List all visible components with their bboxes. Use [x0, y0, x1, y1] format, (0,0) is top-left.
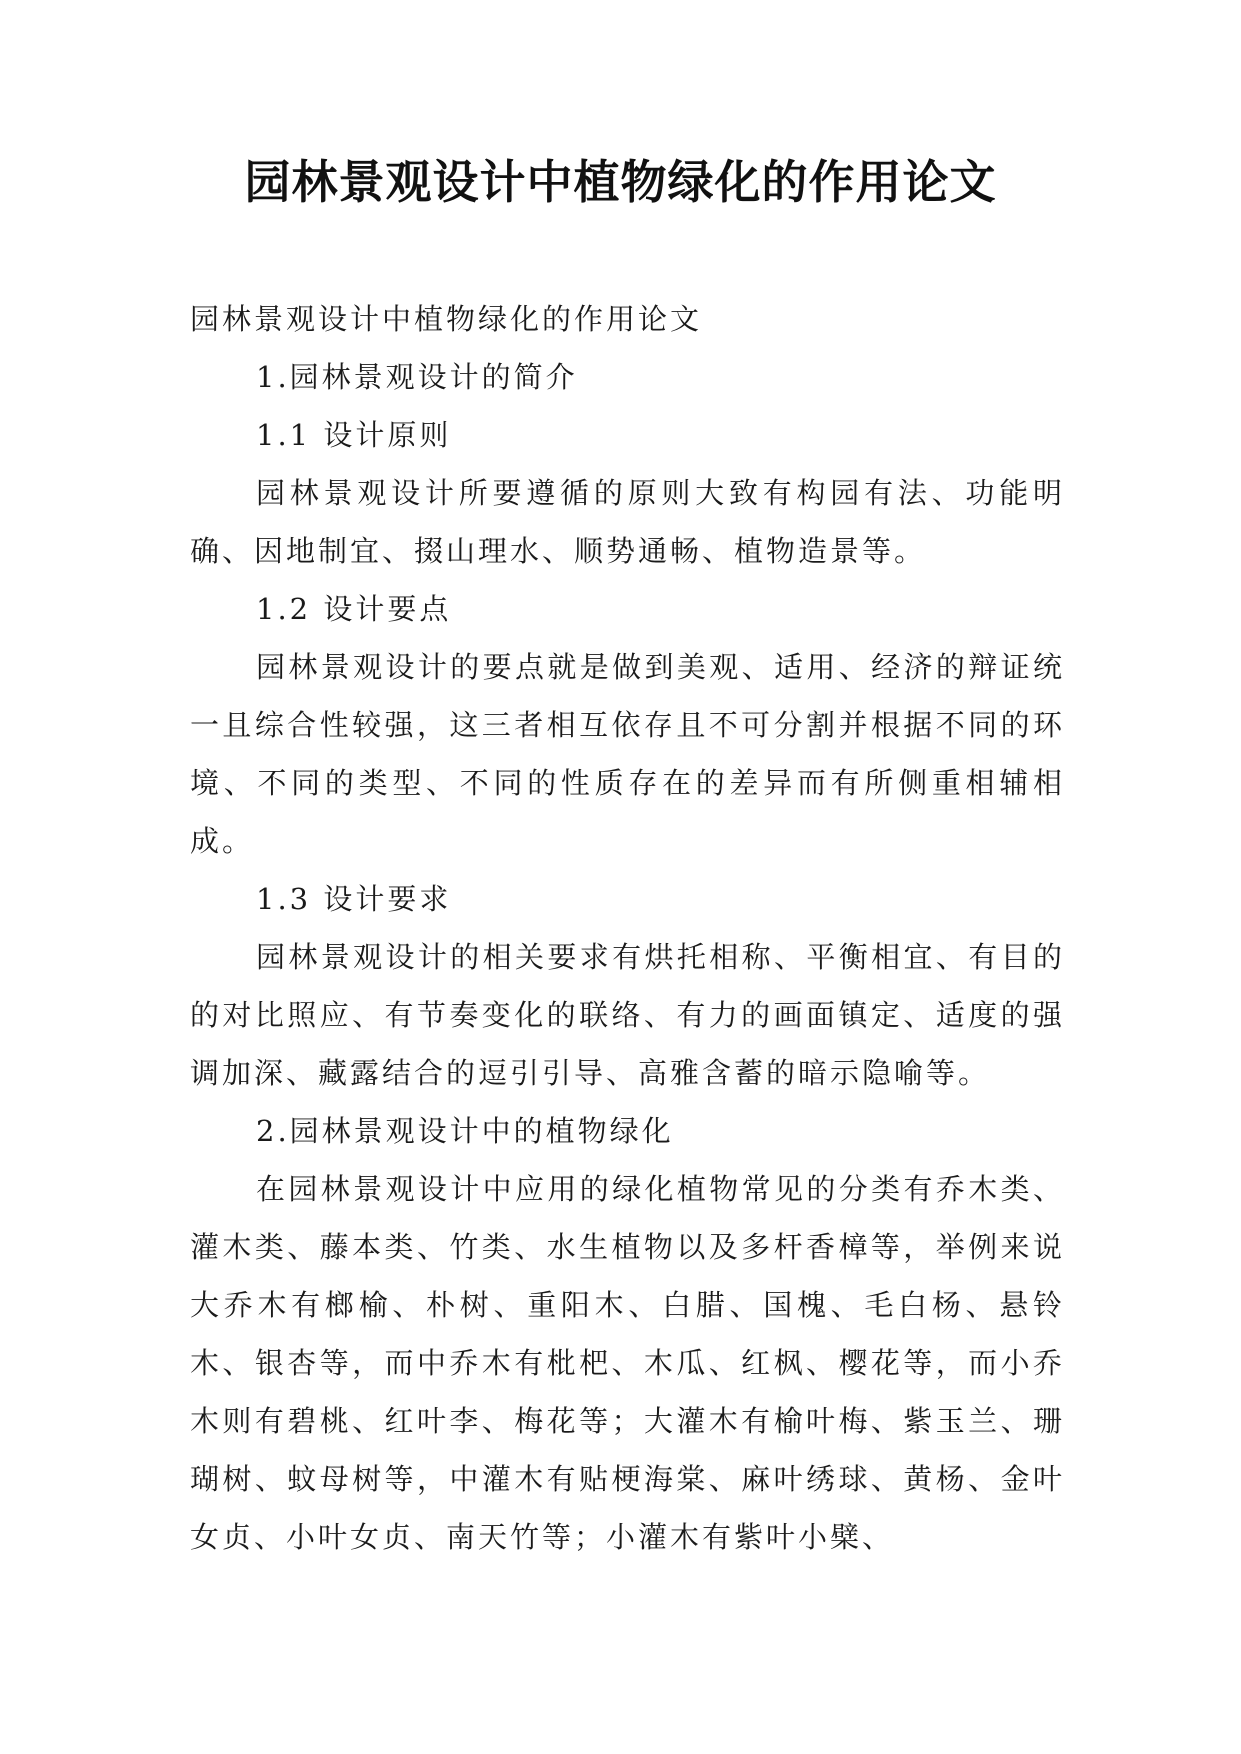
- paragraph-design-requirements: 园林景观设计的相关要求有烘托相称、平衡相宜、有目的的对比照应、有节奏变化的联络、有力的画面镇定、适度的强调加深、藏露结合的逗引引导、高雅含蓄的暗示隐喻等。: [190, 940, 1065, 1090]
- document-title: 园林景观设计中植物绿化的作用论文: [244, 155, 997, 209]
- paragraph-plant-greening: 在园林景观设计中应用的绿化植物常见的分类有乔木类、灌木类、藤本类、竹类、水生植物以及多杆香樟等，举例来说大乔木有榔榆、朴树、重阳木、白腊、国槐、毛白杨、悬铃木、银杏等，而中乔木有枇杷、木瓜、红枫、樱花等，而小乔木则有碧桃、红叶李、梅花等；大灌木有榆叶梅、紫玉兰、珊瑚树、蚊母树等，中灌木有贴梗海棠、麻叶绣球、黄杨、金叶女贞、小叶女贞、南天竹等；小灌木有紫叶小檗、: [190, 1172, 1065, 1554]
- subsection-heading-1-3: 1.3 设计要求: [256, 882, 452, 916]
- section-heading-1: 1.园林景观设计的简介: [256, 360, 578, 394]
- paragraph-design-points: 园林景观设计的要点就是做到美观、适用、经济的辩证统一且综合性较强，这三者相互依存且不可分割并根据不同的环境、不同的类型、不同的性质存在的差异而有所侧重相辅相成。: [190, 650, 1065, 858]
- subsection-heading-1-2: 1.2 设计要点: [256, 592, 452, 626]
- paragraph-design-principles: 园林景观设计所要遵循的原则大致有构园有法、功能明确、因地制宜、掇山理水、顺势通畅、植物造景等。: [190, 476, 1065, 568]
- document-body: [190, 290, 1065, 1566]
- section-heading-2: 2.园林景观设计中的植物绿化: [256, 1114, 674, 1148]
- subsection-heading-1-1: 1.1 设计原则: [256, 418, 452, 452]
- paragraph-heading-repeat: 园林景观设计中植物绿化的作用论文: [190, 302, 703, 336]
